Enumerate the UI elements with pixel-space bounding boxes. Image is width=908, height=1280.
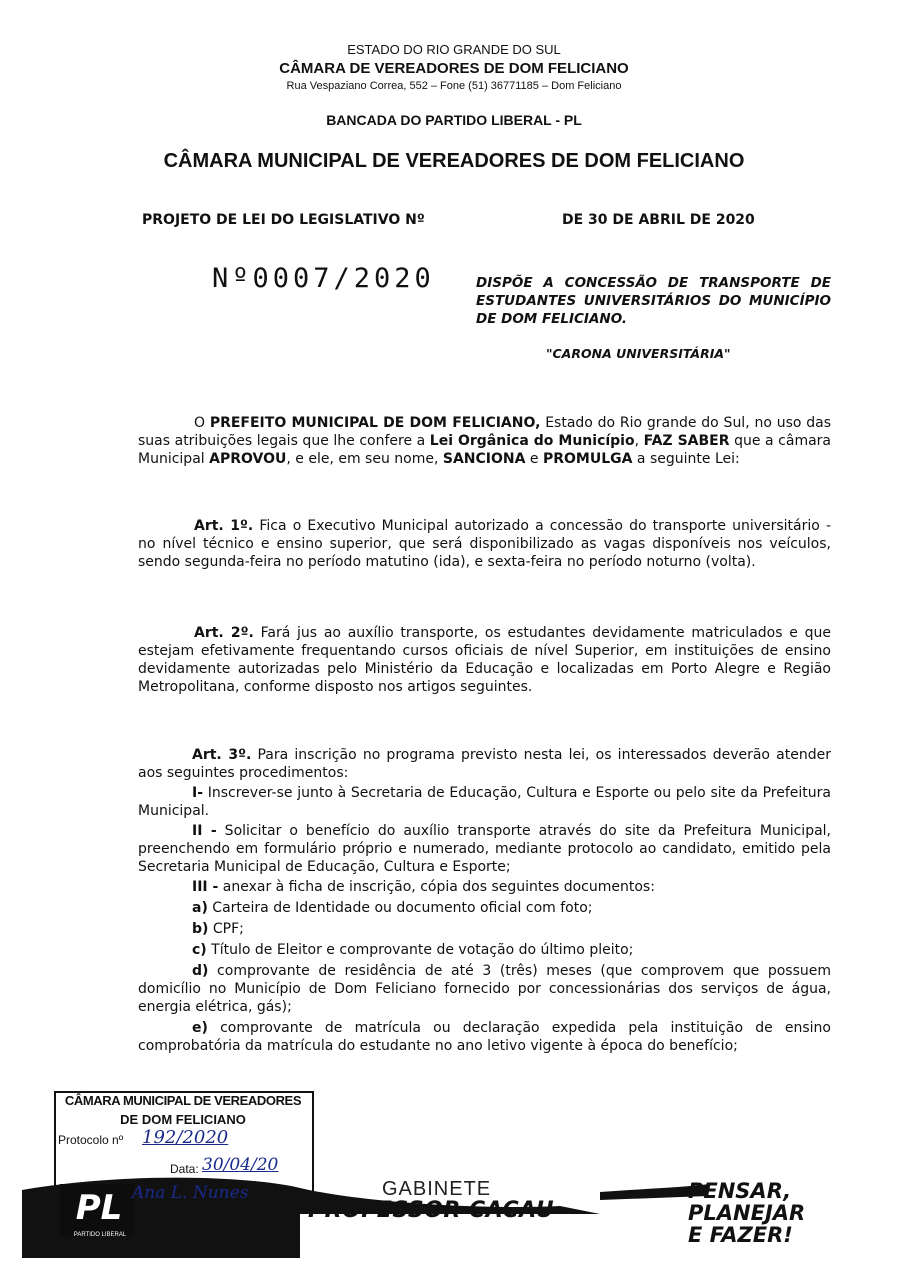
article-2-label: Art. 2º.	[194, 625, 254, 641]
list-item: II - Solicitar o benefício do auxílio transporte através do site da Prefeitura Municipal, preenchendo em formulário próprio e numerado, mediante protocolo ao candidato, emitido pela Secretaria Municipal de Educação, Cultura e Esporte;	[138, 823, 831, 875]
list-item: b) CPF;	[192, 921, 244, 937]
article-3	[138, 746, 831, 1055]
address-line: Rua Vespaziano Correa, 552 – Fone (51) 36771185 – Dom Feliciano	[286, 80, 622, 92]
stamp-date-label: Data:	[170, 1162, 199, 1176]
bill-nickname: "CARONA UNIVERSITÁRIA"	[546, 346, 731, 361]
list-item: c) Título de Eleitor e comprovante de votação do último pleito;	[192, 942, 634, 958]
list-item: e) comprovante de matrícula ou declaração expedida pela instituição de ensino comprobatória da matrícula do estudante no ano letivo vigente à época do benefício;	[138, 1020, 831, 1054]
bill-summary: DISPÕE A CONCESSÃO DE TRANSPORTE DE ESTUDANTES UNIVERSITÁRIOS DO MUNICÍPIO DE DOM FELICIANO.	[476, 275, 831, 327]
bill-date: DE 30 DE ABRIL DE 2020	[562, 212, 755, 228]
article-1-label: Art. 1º.	[194, 518, 254, 534]
bill-label: PROJETO DE LEI DO LEGISLATIVO Nº	[142, 212, 425, 228]
cabinet-name: PROFESSOR CACAU	[308, 1198, 555, 1223]
chamber-header: CÂMARA DE VEREADORES DE DOM FELICIANO	[279, 60, 629, 77]
article-2: Art. 2º. Fará jus ao auxílio transporte, os estudantes devidamente matriculados e que estejam efetivamente frequentando cursos oficiais de nível Superior, em instituições de ensino devidamente autorizadas pelo Ministério da Educação e localizadas em Porto Alegre e Região Metropolitana, conforme disposto nos artigos seguintes.	[138, 625, 831, 695]
stamp-subtitle: DE DOM FELICIANO	[120, 1112, 246, 1127]
state-header: ESTADO DO RIO GRANDE DO SUL	[347, 42, 561, 57]
slogan	[688, 1180, 805, 1246]
page-title: CÂMARA MUNICIPAL DE VEREADORES DE DOM FELICIANO	[163, 150, 745, 172]
list-item: I- Inscrever-se junto à Secretaria de Educação, Cultura e Esporte ou pelo site da Prefeitura Municipal.	[138, 785, 831, 819]
slogan-line-3: E FAZER!	[688, 1223, 793, 1247]
list-item: d) comprovante de residência de até 3 (três) meses (que comprovem que possuem domicílio no Município de Dom Feliciano fornecido por concessionárias dos serviços de água, energia elétrica, gás);	[138, 963, 831, 1015]
signature: Ana L. Nunes	[132, 1183, 249, 1203]
protocol-label: Protocolo nº	[58, 1133, 124, 1147]
party-logo-caption: PARTIDO LIBERAL	[73, 1232, 127, 1238]
slogan-line-2: PLANEJAR	[688, 1201, 806, 1225]
article-3-intro: Art. 3º. Para inscrição no programa previsto nesta lei, os interessados deverão atender aos seguintes procedimentos:	[138, 747, 831, 781]
bill-number: Nº0007/2020	[212, 263, 435, 294]
stamp-date: 30/04/20	[202, 1155, 279, 1175]
protocol-number: 192/2020	[142, 1127, 229, 1148]
party-bench: BANCADA DO PARTIDO LIBERAL - PL	[326, 112, 582, 128]
preamble-paragraph: O PREFEITO MUNICIPAL DE DOM FELICIANO, Estado do Rio grande do Sul, no uso das suas atribuições legais que lhe confere a Lei Orgânica do Município, FAZ SABER que a câmara Municipal APROVOU, e ele, em seu nome, SANCIONA e PROMULGA a seguinte Lei:	[138, 415, 832, 467]
cabinet-label: GABINETE	[382, 1178, 492, 1200]
stamp-title: CÂMARA MUNICIPAL DE VEREADORES	[64, 1093, 302, 1108]
list-item: III - anexar à ficha de inscrição, cópia dos seguintes documentos:	[192, 879, 655, 895]
article-1: Art. 1º. Fica o Executivo Municipal autorizado a concessão do transporte universitário - no nível técnico e ensino superior, que será disponibilizado as vagas disponíveis nos veículos, sendo segunda-feira no período matutino (ida), e sexta-feira no período noturno (volta).	[138, 518, 831, 570]
slogan-line-1: PENSAR,	[688, 1179, 792, 1203]
party-logo: PL	[75, 1188, 123, 1228]
list-item: a) Carteira de Identidade ou documento oficial com foto;	[192, 900, 593, 916]
